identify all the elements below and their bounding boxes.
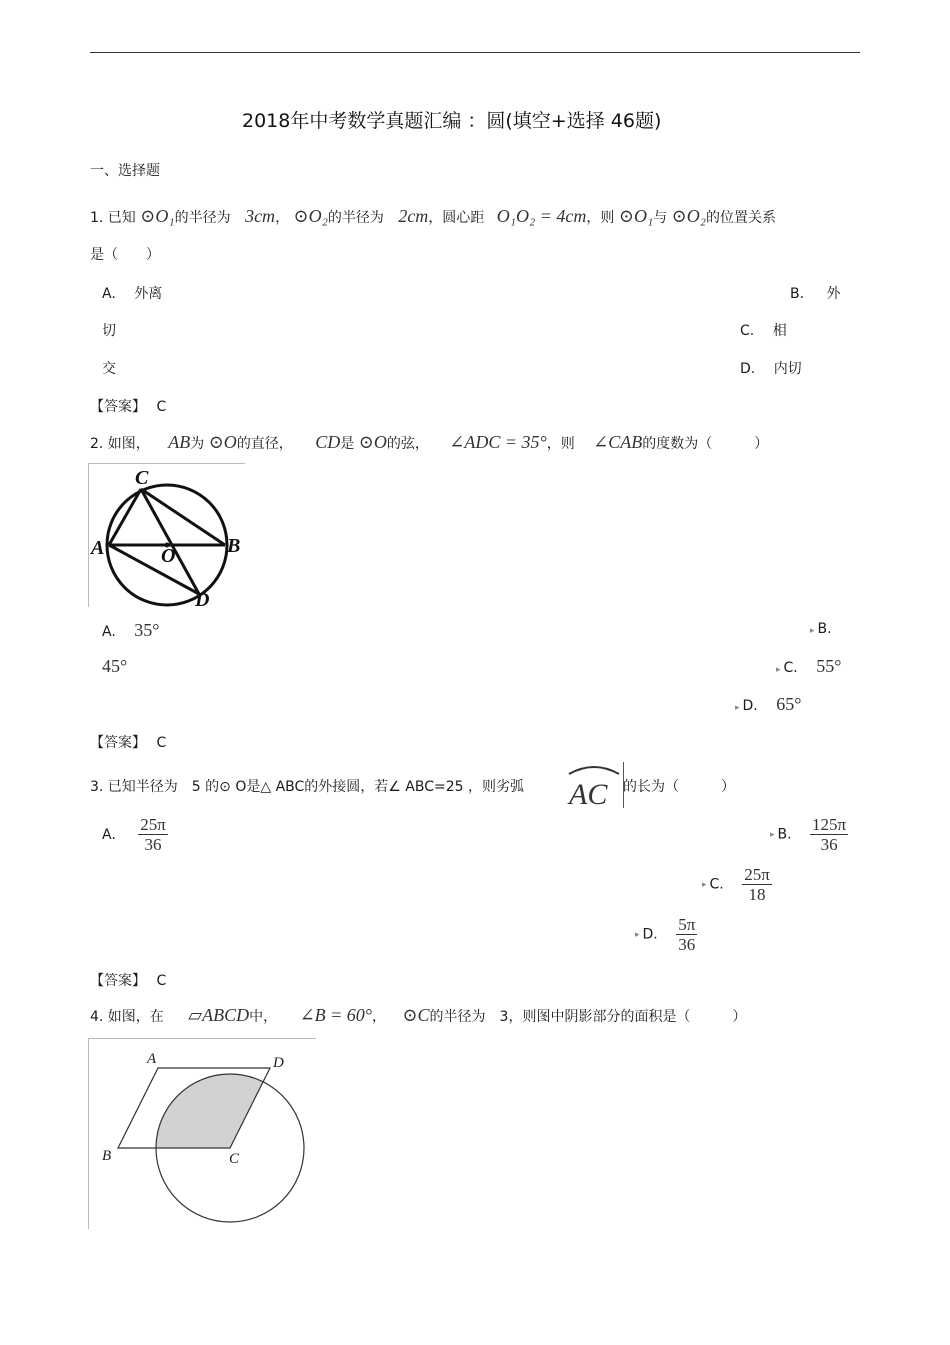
q4-circle-c: ⊙C (402, 1005, 430, 1025)
q1-answer (90, 396, 166, 416)
q1-circle-o2b: ⊙O₂ (671, 206, 707, 226)
arc-mark (569, 767, 619, 774)
q2-segment-cd: CD (315, 432, 341, 452)
q3-option-b (770, 816, 848, 853)
numerator: 25π (744, 865, 770, 884)
option-value: 45° (102, 656, 128, 676)
question-4-text (90, 1005, 746, 1026)
numerator: 125π (812, 815, 847, 834)
q1-radius-2: 2cm (398, 206, 429, 226)
label-b: B (102, 1148, 112, 1164)
arc-label: AC (569, 778, 608, 808)
option-label: D. (740, 361, 756, 377)
option-text: 相 (772, 323, 787, 339)
question-1-line1 (90, 206, 776, 227)
q1-circle-o2: ⊙O₂ (293, 206, 328, 226)
q4-figure (88, 1038, 316, 1229)
q3-option-c (702, 866, 772, 903)
q1-option-c (740, 320, 787, 340)
option-label: C. (740, 323, 755, 339)
q1-text: ，圆心距 (428, 210, 485, 226)
arc-ac-symbol (565, 762, 624, 808)
q1-circle-o1: ⊙O₁ (140, 206, 175, 226)
q2-segment-ab: AB (168, 432, 191, 452)
q1-comma: ， (275, 210, 290, 226)
shaded-region (118, 1068, 270, 1148)
option-text: 外离 (134, 286, 163, 302)
marker-icon: ▸ (810, 626, 815, 636)
q2-circle-o: ⊙O (208, 432, 237, 452)
q2-circle-o-2: ⊙O (358, 432, 387, 452)
q2-text: 的度数为（ ） (642, 436, 769, 452)
q2-angle-adc: ∠ADC = 35° (449, 432, 547, 452)
q1-option-a (102, 283, 162, 303)
q2-number: 2. 如图， (90, 436, 150, 452)
answer-label: 【答案】 (90, 735, 146, 751)
numerator: 25π (140, 815, 166, 834)
q1-option-b (790, 283, 841, 303)
q3-option-d (635, 916, 697, 953)
answer-value: C (156, 735, 167, 751)
q4-parallelogram: ▱ABCD (188, 1005, 250, 1025)
answer-label: 【答案】 (90, 973, 146, 989)
label-d: D (195, 589, 210, 607)
q4-text: ， (371, 1009, 386, 1025)
answer-label: 【答案】 (90, 399, 146, 415)
answer-value: C (156, 399, 167, 415)
q2-option-b (810, 621, 832, 637)
label-c: C (135, 467, 149, 489)
option-label: A. (102, 624, 116, 640)
label-c: C (229, 1151, 240, 1167)
q3-option-a (102, 816, 168, 853)
q4-angle-b: ∠B = 60° (299, 1005, 372, 1025)
q1-text: 的半径为 (327, 210, 384, 226)
question-3-text-end: 的长为（ ） (623, 779, 735, 795)
denominator: 36 (144, 835, 162, 854)
marker-icon: ▸ (735, 703, 740, 713)
circle-diagram (89, 464, 245, 607)
parallelogram-circle-diagram (89, 1039, 316, 1229)
q1-text: 的位置关系 (706, 210, 777, 226)
denominator: 36 (820, 835, 838, 854)
answer-value: C (156, 973, 167, 989)
option-text: 外 (826, 286, 841, 302)
marker-icon: ▸ (770, 829, 775, 840)
numerator: 5π (678, 915, 696, 934)
option-label: A. (102, 826, 116, 843)
denominator: 36 (678, 935, 696, 954)
section-heading: 一、选择题 (90, 163, 160, 179)
option-label: D. (642, 926, 658, 943)
fraction (676, 916, 697, 953)
q1-center-distance: O₁O₂ = 4cm (496, 206, 587, 226)
q1-number: 1. 已知 (90, 210, 136, 226)
q2-option-d (735, 694, 801, 715)
q2-angle-cab: ∠CAB (593, 432, 643, 452)
question-3-text: 3. 已知半径为 5 的⊙ O是△ ABC的外接圆，若∠ ABC=25 ，则劣弧 (90, 779, 524, 795)
q2-text: 为 (190, 436, 205, 452)
label-o: O (161, 545, 176, 567)
question-2-text (90, 432, 768, 453)
option-text: 内切 (773, 361, 802, 377)
q2-text: 的直径， (236, 436, 293, 452)
option-label: B. (790, 286, 805, 302)
q2-figure (88, 463, 245, 607)
option-label: D. (742, 698, 758, 714)
marker-icon: ▸ (635, 929, 640, 940)
option-label: B. (817, 621, 832, 637)
option-value: 35° (134, 620, 160, 640)
denominator: 18 (748, 885, 766, 904)
q3-answer (90, 970, 166, 990)
fraction (742, 866, 772, 903)
q2-text: 是 (340, 436, 355, 452)
marker-icon: ▸ (776, 665, 781, 675)
page-title: 2018年中考数学真题汇编 ：圆(填空+选择 46题) (242, 110, 662, 132)
q1-text: 与 (653, 210, 668, 226)
option-label: C. (783, 660, 798, 676)
q2-text: ，则 (546, 436, 575, 452)
option-label: C. (709, 876, 724, 893)
q2-option-c (776, 656, 841, 677)
q2-option-b-value (102, 656, 127, 677)
q1-text: 的半径为 (174, 210, 231, 226)
q2-text: 的弦， (386, 436, 429, 452)
q1-circle-o1b: ⊙O₁ (618, 206, 654, 226)
q2-answer (90, 732, 166, 752)
header-rule (90, 52, 860, 53)
option-value: 65° (776, 694, 802, 714)
q1-option-d (740, 358, 802, 378)
label-b: B (227, 535, 241, 557)
label-a: A (91, 537, 105, 559)
option-label: A. (102, 286, 116, 302)
q1-radius-1: 3cm (245, 206, 276, 226)
q1-text: ，则 (586, 210, 615, 226)
q2-option-a (102, 620, 159, 641)
label-d: D (273, 1055, 284, 1071)
option-label: B. (777, 826, 792, 843)
fraction (810, 816, 848, 853)
marker-icon: ▸ (702, 879, 707, 890)
question-1-line2: 是（ ） (90, 247, 160, 263)
q4-number: 4. 如图，在 (90, 1009, 164, 1025)
q4-text: 中， (249, 1009, 278, 1025)
q4-text: 的半径为 3，则图中阴影部分的面积是（ ） (429, 1009, 747, 1025)
label-a: A (147, 1051, 157, 1067)
q1-option-c-wrap: 交 (102, 361, 116, 377)
chord-cb (141, 489, 225, 545)
q1-option-b-wrap: 切 (102, 323, 116, 339)
option-value: 55° (816, 656, 842, 676)
fraction (138, 816, 168, 853)
